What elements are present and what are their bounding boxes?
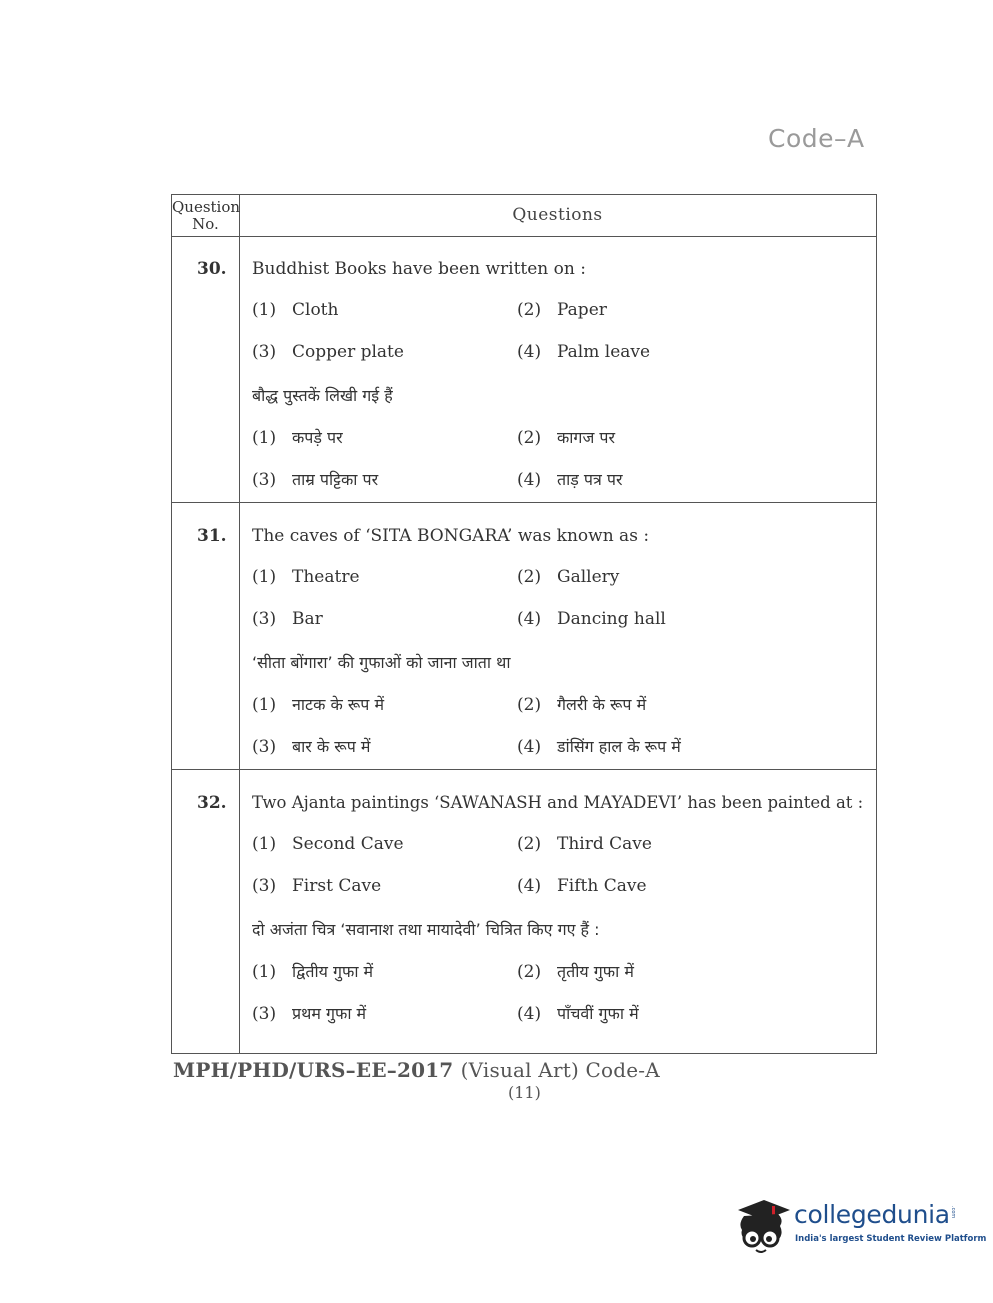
- mascot-icon: [734, 1196, 792, 1256]
- option: (1) Second Cave: [252, 834, 404, 854]
- option: (3) बार के रूप में: [252, 737, 371, 757]
- page-number: (11): [508, 1083, 541, 1102]
- question-number: 30.: [197, 259, 227, 279]
- option: (4) Fifth Cave: [517, 876, 647, 896]
- question-text-en: Two Ajanta paintings ‘SAWANASH and MAYADEVI’ has been painted at :: [252, 793, 864, 812]
- row-divider: [172, 769, 876, 770]
- option: (1) द्वितीय गुफा में: [252, 962, 374, 982]
- option: (4) पाँचवीं गुफा में: [517, 1004, 639, 1024]
- option: (1) Theatre: [252, 567, 360, 587]
- collegedunia-logo: [734, 1196, 987, 1256]
- exam-footer: [173, 1058, 660, 1082]
- option: (4) Palm leave: [517, 342, 651, 362]
- option: (2) Gallery: [517, 567, 620, 587]
- option: (2) Third Cave: [517, 834, 652, 854]
- question-text-en: Buddhist Books have been written on :: [252, 259, 586, 279]
- footer-subject: (Visual Art) Code-A: [460, 1058, 660, 1082]
- logo-suffix: .com: [950, 1206, 956, 1219]
- question-number: 32.: [197, 793, 227, 813]
- questions-header: Questions: [512, 205, 603, 225]
- exam-code-label: Code–A: [768, 124, 865, 153]
- column-divider: [239, 195, 240, 1053]
- option: (3) Bar: [252, 609, 323, 629]
- option: (3) प्रथम गुफा में: [252, 1004, 367, 1024]
- question-text-en: The caves of ‘SITA BONGARA’ was known as :: [252, 526, 650, 546]
- option: (2) कागज पर: [517, 428, 616, 448]
- option: (2) तृतीय गुफा में: [517, 962, 634, 982]
- logo-wordmark: collegedunia: [794, 1200, 950, 1229]
- question-table: [171, 194, 877, 1054]
- option: (4) ताड़ पत्र पर: [517, 470, 623, 490]
- question-text-hi: दो अजंता चित्र ‘सवानाश तथा मायादेवी’ चित्रित किए गए हैं :: [252, 920, 600, 939]
- option: (2) Paper: [517, 300, 607, 320]
- option: (4) डांसिंग हाल के रूप में: [517, 737, 681, 757]
- option: (3) Copper plate: [252, 342, 404, 362]
- question-number-header: Question No.: [172, 198, 241, 233]
- option: (3) First Cave: [252, 876, 382, 896]
- question-number: 31.: [197, 526, 227, 546]
- option: (3) ताम्र पट्टिका पर: [252, 470, 379, 490]
- option: (2) गैलरी के रूप में: [517, 695, 647, 715]
- header-divider: [172, 236, 876, 237]
- option: (4) Dancing hall: [517, 609, 666, 629]
- footer-code: MPH/PHD/URS–EE–2017: [173, 1058, 454, 1082]
- question-text-hi: ‘सीता बोंगारा’ की गुफाओं को जाना जाता था: [252, 653, 511, 672]
- row-divider: [172, 502, 876, 503]
- option: (1) कपड़े पर: [252, 428, 343, 448]
- logo-tagline: India's largest Student Review Platform: [795, 1234, 987, 1244]
- question-text-hi: बौद्ध पुस्तकें लिखी गई हैं: [252, 386, 393, 405]
- option: (1) Cloth: [252, 300, 339, 320]
- option: (1) नाटक के रूप में: [252, 695, 385, 715]
